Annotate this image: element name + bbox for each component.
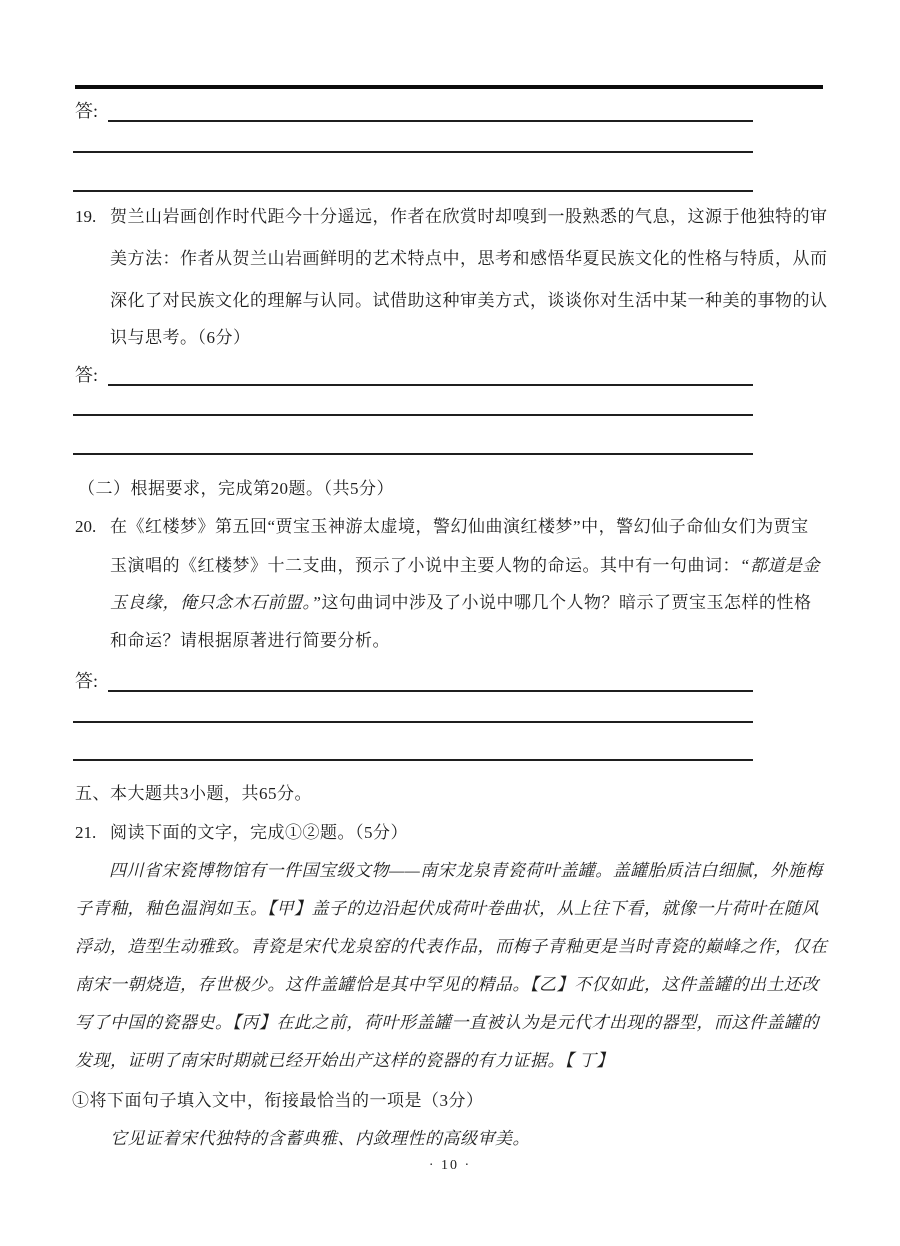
answer-line	[108, 668, 753, 692]
passage-line: 浮动，造型生动雅致。青瓷是宋代龙泉窑的代表作品，而梅子青釉更是当时青瓷的巅峰之作，仅在	[75, 937, 828, 956]
question-text-line: 阅读下面的文字，完成①②题。（5分）	[110, 823, 408, 842]
answer-line	[73, 414, 753, 416]
question-text-line: 贺兰山岩画创作时代距今十分遥远，作者在欣赏时却嗅到一股熟悉的气息，这源于他独特的审	[110, 207, 828, 226]
passage-line: 子青釉，釉色温润如玉。【甲】盖子的边沿起伏成荷叶卷曲状，从上往下看，就像一片荷叶在随风	[75, 899, 819, 918]
question-21-intro	[75, 822, 408, 844]
question-20-line	[110, 555, 820, 577]
page-number: · 10 ·	[428, 1158, 472, 1173]
answer-line	[108, 362, 753, 386]
question-number: 21.	[75, 823, 97, 842]
question-number: 20.	[75, 517, 97, 536]
question-19-line: 识与思考。（6分）	[110, 328, 251, 347]
passage-line: 写了中国的瓷器史。【丙】在此之前，荷叶形盖罐一直被认为是元代才出现的器型，而这件盖罐的	[75, 1013, 819, 1032]
question-text-line: 这句曲词中涉及了小说中哪几个人物？暗示了贾宝玉怎样的性格	[321, 593, 812, 612]
answer-line	[73, 453, 753, 455]
question-19-line	[75, 206, 828, 228]
question-19-line: 深化了对民族文化的理解与认同。试借助这种审美方式，谈谈你对生活中某一种美的事物的认	[110, 291, 828, 310]
question-text-line: 玉演唱的《红楼梦》十二支曲，预示了小说中主要人物的命运。其中有一句曲词：	[110, 556, 740, 575]
subquestion-1: ①将下面句子填入文中，衔接最恰当的一项是（3分）	[72, 1091, 484, 1110]
passage-line: 南宋一朝烧造，存世极少。这件盖罐恰是其中罕见的精品。【乙】不仅如此，这件盖罐的出土还改	[75, 975, 819, 994]
answer-line	[73, 759, 753, 761]
answer-line	[73, 151, 753, 153]
answer-area	[75, 362, 753, 386]
question-19-line: 美方法：作者从贺兰山岩画鲜明的艺术特点中，思考和感悟华夏民族文化的性格与特质，从而	[110, 249, 828, 268]
passage-line: 四川省宋瓷博物馆有一件国宝级文物——南宋龙泉青瓷荷叶盖罐。盖罐胎质洁白细腻，外施梅	[109, 861, 823, 880]
section-heading: （二）根据要求，完成第20题。（共5分）	[78, 479, 394, 498]
question-20-line: 和命运？请根据原著进行简要分析。	[110, 631, 390, 650]
answer-line	[73, 190, 753, 192]
answer-line	[108, 98, 753, 122]
lyric-quote: 玉良缘，俺只念木石前盟。”	[110, 593, 322, 612]
answer-label: 答:	[75, 671, 99, 691]
answer-label: 答:	[75, 365, 99, 385]
passage-line: 发现，证明了南宋时期就已经开始出产这样的瓷器的有力证据。【 丁】	[75, 1051, 614, 1070]
answer-area	[75, 98, 753, 122]
page-top-rule	[75, 85, 823, 89]
question-text-line: 在《红楼梦》第五回“贾宝玉神游太虚境，警幻仙曲演红楼梦”中，警幻仙子命仙女们为贾宝	[110, 517, 809, 536]
lyric-quote: “都道是金	[740, 556, 820, 575]
fill-in-sentence: 它见证着宋代独特的含蓄典雅、内敛理性的高级审美。	[110, 1129, 530, 1148]
section-heading: 五、本大题共3小题，共65分。	[75, 784, 312, 803]
question-20-line	[75, 516, 809, 538]
answer-line	[73, 721, 753, 723]
question-20-line	[110, 592, 811, 614]
question-number: 19.	[75, 207, 97, 226]
answer-area	[75, 668, 753, 692]
answer-label: 答:	[75, 101, 99, 121]
